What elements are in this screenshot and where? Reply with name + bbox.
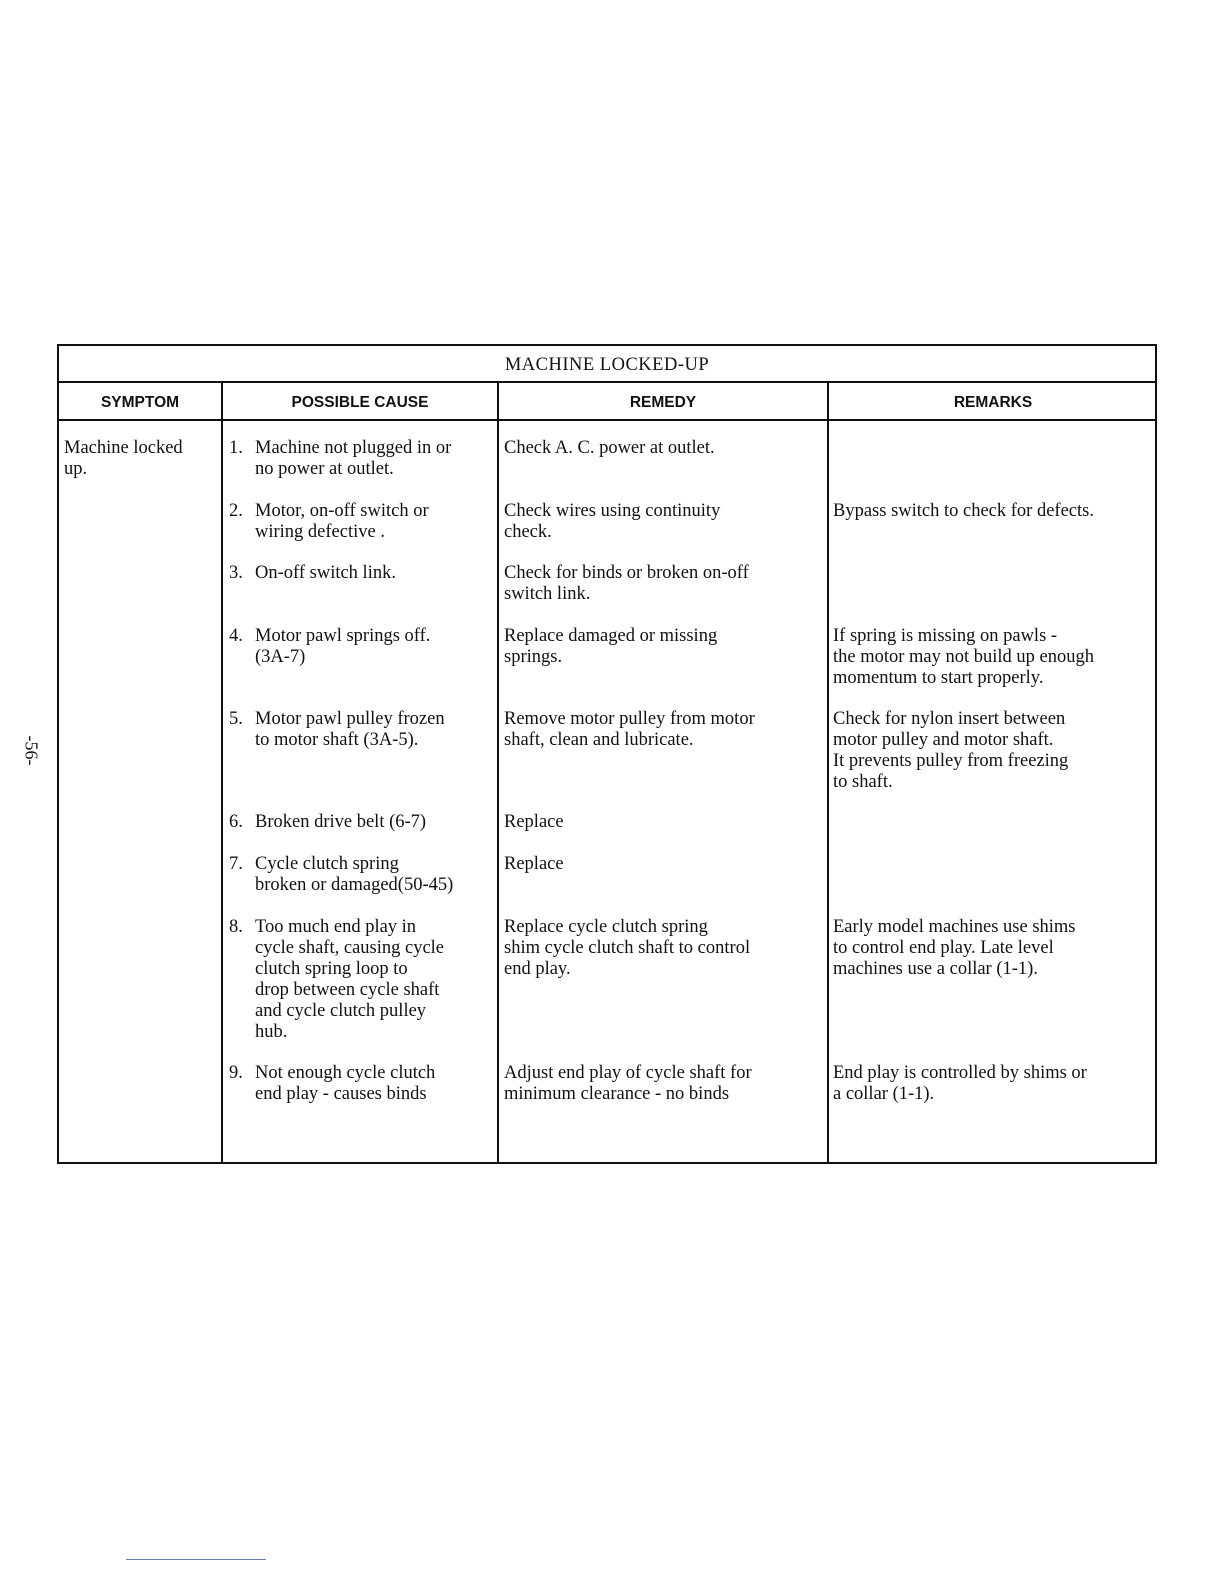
cause-number: 8. bbox=[229, 917, 243, 937]
footer-rule bbox=[126, 1559, 266, 1560]
remarks-cell: Bypass switch to check for defects. bbox=[833, 501, 1094, 521]
remedy-cell: Replace bbox=[504, 854, 564, 874]
possible-cause-cell: Motor, on-off switch or wiring defective . bbox=[255, 501, 429, 542]
troubleshooting-table bbox=[57, 344, 1157, 1164]
divider bbox=[221, 383, 223, 1162]
cause-number: 3. bbox=[229, 563, 243, 583]
possible-cause-cell: Cycle clutch spring broken or damaged(50-45) bbox=[255, 854, 454, 895]
remarks-cell: End play is controlled by shims or a collar (1-1). bbox=[833, 1063, 1087, 1104]
remarks-cell: Check for nylon insert between motor pulley and motor shaft. It prevents pulley from freezing to shaft. bbox=[833, 709, 1069, 792]
remedy-cell: Replace bbox=[504, 812, 564, 832]
cause-number: 4. bbox=[229, 626, 243, 646]
divider bbox=[827, 383, 829, 1162]
cause-number: 2. bbox=[229, 501, 243, 521]
possible-cause-cell: Broken drive belt (6-7) bbox=[255, 812, 427, 832]
cause-number: 5. bbox=[229, 709, 243, 729]
cause-number: 7. bbox=[229, 854, 243, 874]
remedy-cell: Check A. C. power at outlet. bbox=[504, 438, 715, 458]
possible-cause-cell: Motor pawl pulley frozen to motor shaft (3A-5). bbox=[255, 709, 445, 750]
divider bbox=[59, 381, 1155, 383]
header-possible-cause: POSSIBLE CAUSE bbox=[291, 394, 429, 411]
possible-cause-cell: Too much end play in cycle shaft, causing cycle clutch spring loop to drop between cycle shaft and cycle clutch pulley hub. bbox=[255, 917, 445, 1042]
table-title: MACHINE LOCKED-UP bbox=[504, 355, 710, 375]
remedy-cell: Replace cycle clutch spring shim cycle clutch shaft to control end play. bbox=[504, 917, 751, 979]
cause-number: 9. bbox=[229, 1063, 243, 1083]
possible-cause-cell: Motor pawl springs off. (3A-7) bbox=[255, 626, 431, 667]
divider bbox=[497, 383, 499, 1162]
remarks-cell: Early model machines use shims to control end play. Late level machines use a collar (1-1). bbox=[833, 917, 1076, 979]
header-remedy: REMEDY bbox=[629, 394, 697, 411]
cause-number: 6. bbox=[229, 812, 243, 832]
possible-cause-cell: Not enough cycle clutch end play - causes binds bbox=[255, 1063, 436, 1104]
remedy-cell: Replace damaged or missing springs. bbox=[504, 626, 718, 667]
remarks-cell: If spring is missing on pawls - the motor may not build up enough momentum to start properly. bbox=[833, 626, 1095, 688]
header-symptom: SYMPTOM bbox=[100, 394, 180, 411]
cause-number: 1. bbox=[229, 438, 243, 458]
possible-cause-cell: Machine not plugged in or no power at outlet. bbox=[255, 438, 452, 479]
symptom-cell: Machine locked up. bbox=[64, 438, 183, 479]
remedy-cell: Adjust end play of cycle shaft for minimum clearance - no binds bbox=[504, 1063, 752, 1104]
remedy-cell: Remove motor pulley from motor shaft, clean and lubricate. bbox=[504, 709, 755, 750]
remedy-cell: Check wires using continuity check. bbox=[504, 501, 721, 542]
possible-cause-cell: On-off switch link. bbox=[255, 563, 396, 583]
page-number: -56- bbox=[21, 735, 42, 766]
header-remarks: REMARKS bbox=[953, 394, 1033, 411]
remedy-cell: Check for binds or broken on-off switch link. bbox=[504, 563, 749, 604]
